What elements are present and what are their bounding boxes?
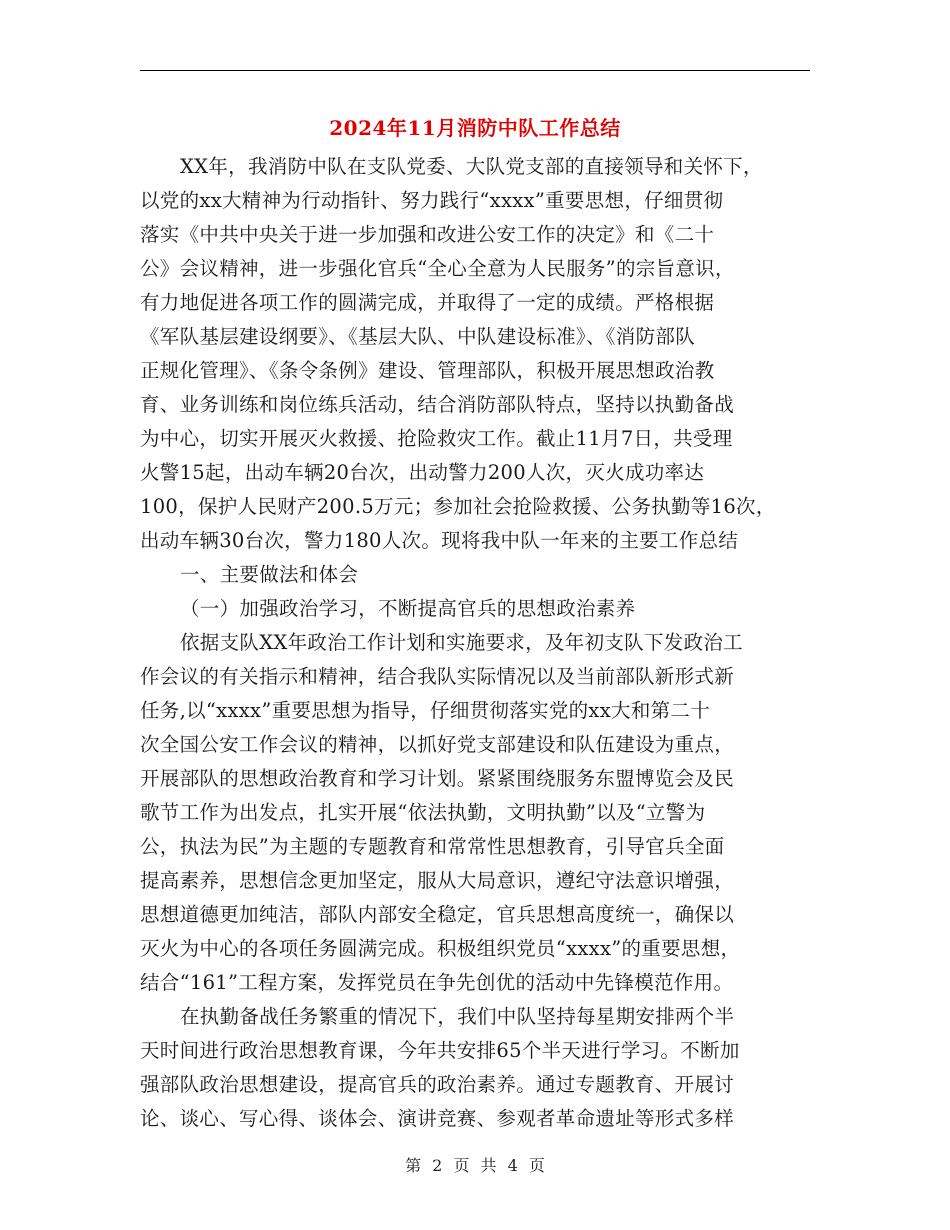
body-line: 灭火为中心的各项任务圆满完成。积极组织党员“xxxx”的重要思想， [140,937,741,960]
body-line: 公》会议精神，进一步强化官兵“全心全意为人民服务”的宗旨意识， [140,257,735,280]
body-line: 火警15起，出动车辆20台次，出动警力200人次，灭火成功率达 [140,461,705,484]
body-line: 《军队基层建设纲要》、《基层大队、中队建设标准》、《消防部队 [140,325,696,348]
body-line: 正规化管理》、《条令条例》建设、管理部队，积极开展思想政治教 [140,359,715,382]
body-line: 歌节工作为出发点，扎实开展“依法执勤，文明执勤”以及“立警为 [140,801,706,824]
body-line: 结合“161”工程方案，发挥党员在争先创优的活动中先锋模范作用。 [140,971,734,994]
body-line: 公，执法为民”为主题的专题教育和常常性思想教育，引导官兵全面 [140,835,725,858]
body-line: 论、谈心、写心得、谈体会、演讲竞赛、参观者革命遗址等形式多样 [140,1107,735,1130]
body-line: 任务,以“xxxx”重要思想为指导，仔细贯彻落实党的xx大和第二十 [140,699,711,722]
body-line: 思想道德更加纯洁，部队内部安全稳定，官兵思想高度统一，确保以 [140,903,735,926]
body-line: 以党的xx大精神为行动指针、努力践行“xxxx”重要思想，仔细贯彻 [140,189,724,212]
body-line: 落实《中共中央关于进一步加强和改进公安工作的决定》和《二十 [140,223,715,246]
document-body [140,150,820,1136]
header-rule [140,70,810,71]
body-line: 作会议的有关指示和精神，结合我队实际情况以及当前部队新形式新 [140,665,735,688]
body-line: 有力地促进各项工作的圆满完成，并取得了一定的成绩。严格根据 [140,291,715,314]
body-line: XX年，我消防中队在支队党委、大队党支部的直接领导和关怀下， [180,155,763,178]
body-line: 开展部队的思想政治教育和学习计划。紧紧围绕服务东盟博览会及民 [140,767,735,790]
body-line: 次全国公安工作会议的精神，以抓好党支部建设和队伍建设为重点， [140,733,735,756]
body-line: 依据支队XX年政治工作计划和实施要求，及年初支队下发政治工 [180,631,743,654]
subsection-heading: （一）加强政治学习，不断提高官兵的思想政治素养 [180,597,636,620]
body-line: 100，保护人民财产200.5万元；参加社会抢险救援、公务执勤等16次， [140,495,776,518]
page-number-footer: 第 2 页 共 4 页 [405,1156,545,1175]
body-line: 为中心，切实开展灭火救援、抢险救灾工作。截止11月7日，共受理 [140,427,733,450]
body-line: 出动车辆30台次，警力180人次。现将我中队一年来的主要工作总结 [140,529,739,552]
document-title: 2024年11月消防中队工作总结 [329,116,621,140]
section-heading: 一、主要做法和体会 [180,563,359,586]
body-line: 强部队政治思想建设，提高官兵的政治素养。通过专题教育、开展讨 [140,1073,735,1096]
body-line: 在执勤备战任务繁重的情况下，我们中队坚持每星期安排两个半 [180,1005,735,1028]
body-line: 提高素养，思想信念更加坚定，服从大局意识，遵纪守法意识增强， [140,869,735,892]
body-line: 育、业务训练和岗位练兵活动，结合消防部队特点，坚持以执勤备战 [140,393,735,416]
body-line: 天时间进行政治思想教育课，今年共安排65个半天进行学习。不断加 [140,1039,740,1062]
